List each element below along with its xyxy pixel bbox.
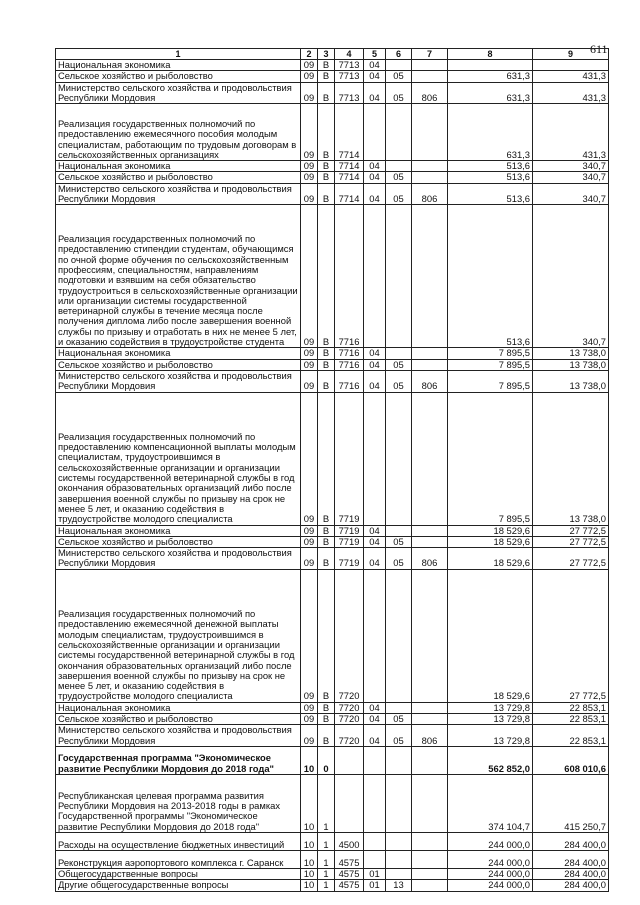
code-cell-3: В (318, 548, 335, 570)
code-cell-3: 1 (318, 880, 335, 891)
code-cell-7 (412, 850, 448, 868)
code-cell-6 (386, 161, 412, 172)
code-cell-7 (412, 205, 448, 348)
code-cell-7: 806 (412, 725, 448, 747)
code-cell-2: 09 (301, 183, 318, 205)
code-cell-7 (412, 71, 448, 82)
amount-2016-cell: 22 853,1 (533, 714, 609, 725)
code-cell-2: 09 (301, 60, 318, 71)
table-row (56, 348, 609, 359)
code-cell-2: 10 (301, 746, 318, 774)
row-name-cell: Общегосударственные вопросы (56, 868, 301, 879)
amount-2015-cell: 513,6 (448, 183, 533, 205)
code-cell-7 (412, 702, 448, 713)
code-cell-4 (335, 746, 364, 774)
amount-2015-cell: 513,6 (448, 172, 533, 183)
amount-2015-cell: 244 000,0 (448, 880, 533, 891)
code-cell-6: 05 (386, 183, 412, 205)
code-cell-6 (386, 702, 412, 713)
table-row (56, 536, 609, 547)
code-cell-7 (412, 832, 448, 850)
row-name-cell: Сельское хозяйство и рыболовство (56, 71, 301, 82)
code-cell-6: 05 (386, 536, 412, 547)
code-cell-3: В (318, 172, 335, 183)
row-name-cell: Национальная экономика (56, 702, 301, 713)
code-cell-4: 7714 (335, 183, 364, 205)
code-cell-3: 1 (318, 868, 335, 879)
code-cell-6 (386, 525, 412, 536)
code-cell-4: 7714 (335, 161, 364, 172)
code-cell-4: 7713 (335, 60, 364, 71)
code-cell-6: 05 (386, 548, 412, 570)
code-cell-2: 09 (301, 71, 318, 82)
code-cell-6 (386, 205, 412, 348)
amount-2016-cell: 27 772,5 (533, 569, 609, 702)
code-cell-5 (364, 850, 386, 868)
code-cell-3: В (318, 161, 335, 172)
row-name-cell: Республиканская целевая программа развития Республики Мордовия на 2013-2018 годы в рамках Государственной программы "Экономическое развитие Республики Мордовия до 2018 года" (56, 774, 301, 832)
code-cell-3: В (318, 569, 335, 702)
code-cell-5: 04 (364, 370, 386, 392)
code-cell-6 (386, 392, 412, 525)
code-cell-6: 05 (386, 359, 412, 370)
amount-2015-cell: 7 895,5 (448, 359, 533, 370)
column-header-8: 8 (448, 49, 533, 60)
code-cell-4: 7719 (335, 392, 364, 525)
amount-2016-cell: 431,3 (533, 82, 609, 104)
code-cell-6: 05 (386, 82, 412, 104)
row-name-cell: Реализация государственных полномочий по предоставлению компенсационной выплаты молодым специалистам, трудоустроившимся в сельскохозяйственные организации и организации системы государственной ветеринарной службы в год окончания образовательных организаций либо после завершения военной службы по призыву на срок не менее 5 лет, и оказанию содействия в трудоустройстве молодого специалиста (56, 392, 301, 525)
code-cell-7: 806 (412, 370, 448, 392)
amount-2015-cell: 7 895,5 (448, 392, 533, 525)
code-cell-2: 09 (301, 702, 318, 713)
row-name-cell: Национальная экономика (56, 525, 301, 536)
code-cell-5 (364, 205, 386, 348)
row-name-cell: Расходы на осуществление бюджетных инвестиций (56, 832, 301, 850)
code-cell-4: 7714 (335, 104, 364, 161)
column-header-7: 7 (412, 49, 448, 60)
code-cell-7 (412, 868, 448, 879)
amount-2016-cell: 415 250,7 (533, 774, 609, 832)
code-cell-5: 04 (364, 702, 386, 713)
code-cell-6: 05 (386, 71, 412, 82)
code-cell-5: 04 (364, 536, 386, 547)
amount-2016-cell: 22 853,1 (533, 702, 609, 713)
code-cell-3: 0 (318, 746, 335, 774)
code-cell-6: 05 (386, 725, 412, 747)
row-name-cell: Государственная программа "Экономическое развитие Республики Мордовия до 2018 года" (56, 746, 301, 774)
table-row (56, 172, 609, 183)
code-cell-7: 806 (412, 548, 448, 570)
row-name-cell: Реализация государственных полномочий по предоставлению ежемесячного пособия молодым специалистам, работающим по трудовым договорам в сельскохозяйственных организациях (56, 104, 301, 161)
code-cell-7 (412, 536, 448, 547)
amount-2015-cell: 631,3 (448, 82, 533, 104)
code-cell-5: 04 (364, 714, 386, 725)
amount-2015-cell: 18 529,6 (448, 548, 533, 570)
amount-2016-cell: 27 772,5 (533, 536, 609, 547)
code-cell-5: 04 (364, 60, 386, 71)
table-row (56, 832, 609, 850)
row-name-cell: Министерство сельского хозяйства и продовольствия Республики Мордовия (56, 183, 301, 205)
code-cell-3: В (318, 359, 335, 370)
amount-2015-cell: 513,6 (448, 161, 533, 172)
amount-2015-cell: 562 852,0 (448, 746, 533, 774)
amount-2015-cell: 18 529,6 (448, 536, 533, 547)
code-cell-2: 09 (301, 569, 318, 702)
code-cell-5: 01 (364, 868, 386, 879)
code-cell-7 (412, 60, 448, 71)
row-name-cell: Сельское хозяйство и рыболовство (56, 714, 301, 725)
amount-2016-cell (533, 60, 609, 71)
code-cell-3: 1 (318, 850, 335, 868)
amount-2015-cell: 18 529,6 (448, 525, 533, 536)
code-cell-5: 04 (364, 359, 386, 370)
code-cell-6 (386, 104, 412, 161)
code-cell-5: 04 (364, 71, 386, 82)
code-cell-7 (412, 348, 448, 359)
column-header-4: 4 (335, 49, 364, 60)
table-row (56, 183, 609, 205)
code-cell-4: 7716 (335, 205, 364, 348)
code-cell-3: В (318, 725, 335, 747)
code-cell-2: 10 (301, 850, 318, 868)
amount-2015-cell: 7 895,5 (448, 370, 533, 392)
code-cell-4: 7720 (335, 714, 364, 725)
code-cell-7 (412, 172, 448, 183)
code-cell-4: 7719 (335, 548, 364, 570)
table-row (56, 714, 609, 725)
budget-table (55, 48, 609, 892)
amount-2015-cell: 244 000,0 (448, 832, 533, 850)
table-body (56, 60, 609, 892)
code-cell-7 (412, 774, 448, 832)
table-row (56, 71, 609, 82)
row-name-cell: Министерство сельского хозяйства и продовольствия Республики Мордовия (56, 370, 301, 392)
page-number: 611 (590, 42, 608, 56)
code-cell-2: 09 (301, 392, 318, 525)
code-cell-3: В (318, 82, 335, 104)
code-cell-4: 4575 (335, 880, 364, 891)
code-cell-6 (386, 746, 412, 774)
row-name-cell: Реализация государственных полномочий по предоставлению ежемесячной денежной выплаты молодым специалистам, трудоустроившимся в сельскохозяйственные организации и организации системы государственной ветеринарной службы в год окончания образовательных организаций либо после завершения военной службы по призыву на срок не менее 5 лет, и оказанию содействия в трудоустройстве молодого специалиста (56, 569, 301, 702)
code-cell-4: 4500 (335, 832, 364, 850)
code-cell-7 (412, 392, 448, 525)
amount-2015-cell: 18 529,6 (448, 569, 533, 702)
code-cell-7 (412, 880, 448, 891)
code-cell-2: 09 (301, 172, 318, 183)
row-name-cell: Национальная экономика (56, 348, 301, 359)
row-name-cell: Реконструкция аэропортового комплекса г. Саранск (56, 850, 301, 868)
row-name-cell: Национальная экономика (56, 60, 301, 71)
amount-2015-cell: 631,3 (448, 71, 533, 82)
code-cell-3: В (318, 104, 335, 161)
code-cell-4: 7719 (335, 536, 364, 547)
amount-2015-cell (448, 60, 533, 71)
amount-2015-cell: 631,3 (448, 104, 533, 161)
row-name-cell: Национальная экономика (56, 161, 301, 172)
amount-2016-cell: 340,7 (533, 172, 609, 183)
code-cell-2: 09 (301, 359, 318, 370)
amount-2015-cell: 513,6 (448, 205, 533, 348)
code-cell-6 (386, 850, 412, 868)
code-cell-4: 7713 (335, 71, 364, 82)
code-cell-6: 05 (386, 172, 412, 183)
row-name-cell: Сельское хозяйство и рыболовство (56, 536, 301, 547)
code-cell-3: В (318, 525, 335, 536)
table-row (56, 359, 609, 370)
amount-2015-cell: 374 104,7 (448, 774, 533, 832)
code-cell-6 (386, 832, 412, 850)
code-cell-7: 806 (412, 82, 448, 104)
column-header-5: 5 (364, 49, 386, 60)
amount-2016-cell: 340,7 (533, 183, 609, 205)
table-row (56, 746, 609, 774)
table-row (56, 525, 609, 536)
amount-2016-cell: 284 400,0 (533, 880, 609, 891)
code-cell-5 (364, 569, 386, 702)
amount-2016-cell: 284 400,0 (533, 850, 609, 868)
table-row (56, 82, 609, 104)
code-cell-6: 05 (386, 714, 412, 725)
code-cell-5: 04 (364, 161, 386, 172)
code-cell-6 (386, 569, 412, 702)
amount-2016-cell: 284 400,0 (533, 868, 609, 879)
code-cell-2: 10 (301, 880, 318, 891)
table-row (56, 205, 609, 348)
code-cell-5: 04 (364, 725, 386, 747)
code-cell-4: 7714 (335, 172, 364, 183)
code-cell-2: 10 (301, 774, 318, 832)
row-name-cell: Министерство сельского хозяйства и продовольствия Республики Мордовия (56, 548, 301, 570)
code-cell-6: 05 (386, 370, 412, 392)
column-header-6: 6 (386, 49, 412, 60)
code-cell-2: 09 (301, 536, 318, 547)
row-name-cell: Министерство сельского хозяйства и продовольствия Республики Мордовия (56, 725, 301, 747)
amount-2015-cell: 244 000,0 (448, 850, 533, 868)
table-row (56, 104, 609, 161)
table-row (56, 774, 609, 832)
code-cell-5 (364, 104, 386, 161)
table-row (56, 392, 609, 525)
code-cell-2: 09 (301, 82, 318, 104)
table-row (56, 60, 609, 71)
code-cell-3: В (318, 205, 335, 348)
code-cell-2: 09 (301, 104, 318, 161)
column-header-9: 9 (533, 49, 609, 60)
code-cell-6 (386, 774, 412, 832)
code-cell-7 (412, 359, 448, 370)
code-cell-6 (386, 60, 412, 71)
code-cell-2: 10 (301, 832, 318, 850)
code-cell-5 (364, 746, 386, 774)
code-cell-6 (386, 868, 412, 879)
code-cell-3: 1 (318, 774, 335, 832)
amount-2015-cell: 13 729,8 (448, 714, 533, 725)
code-cell-3: В (318, 60, 335, 71)
amount-2016-cell: 431,3 (533, 104, 609, 161)
code-cell-3: В (318, 71, 335, 82)
code-cell-5: 04 (364, 183, 386, 205)
table-row (56, 725, 609, 747)
table-row (56, 548, 609, 570)
row-name-cell: Сельское хозяйство и рыболовство (56, 359, 301, 370)
code-cell-2: 09 (301, 348, 318, 359)
code-cell-2: 09 (301, 205, 318, 348)
amount-2015-cell: 13 729,8 (448, 702, 533, 713)
code-cell-5: 01 (364, 880, 386, 891)
amount-2016-cell: 13 738,0 (533, 348, 609, 359)
amount-2016-cell: 340,7 (533, 161, 609, 172)
code-cell-3: В (318, 183, 335, 205)
code-cell-7 (412, 161, 448, 172)
code-cell-7 (412, 569, 448, 702)
code-cell-2: 09 (301, 525, 318, 536)
amount-2016-cell: 27 772,5 (533, 525, 609, 536)
code-cell-3: В (318, 348, 335, 359)
code-cell-7 (412, 714, 448, 725)
code-cell-7 (412, 525, 448, 536)
amount-2016-cell: 340,7 (533, 205, 609, 348)
amount-2016-cell: 13 738,0 (533, 392, 609, 525)
table-row (56, 161, 609, 172)
code-cell-5: 04 (364, 548, 386, 570)
code-cell-4: 7713 (335, 82, 364, 104)
column-header-1: 1 (56, 49, 301, 60)
code-cell-3: В (318, 536, 335, 547)
code-cell-5: 04 (364, 172, 386, 183)
code-cell-4: 7720 (335, 725, 364, 747)
code-cell-4: 7716 (335, 359, 364, 370)
code-cell-7 (412, 104, 448, 161)
code-cell-6 (386, 348, 412, 359)
row-name-cell: Другие общегосударственные вопросы (56, 880, 301, 891)
table-row (56, 880, 609, 891)
code-cell-4: 7716 (335, 370, 364, 392)
code-cell-7: 806 (412, 183, 448, 205)
code-cell-3: 1 (318, 832, 335, 850)
code-cell-5: 04 (364, 525, 386, 536)
amount-2016-cell: 608 010,6 (533, 746, 609, 774)
code-cell-2: 09 (301, 370, 318, 392)
code-cell-5 (364, 774, 386, 832)
code-cell-3: В (318, 714, 335, 725)
table-row (56, 702, 609, 713)
code-cell-4: 7719 (335, 525, 364, 536)
amount-2016-cell: 13 738,0 (533, 370, 609, 392)
code-cell-2: 09 (301, 548, 318, 570)
amount-2016-cell: 27 772,5 (533, 548, 609, 570)
row-name-cell: Реализация государственных полномочий по предоставлению стипендии студентам, обучающимся по очной форме обучения по сельскохозяйственным профессиям, специальностям, направлениям подготовки и взявшим на себя обязательство трудоустроиться в сельскохозяйственные организации или организации системы государственной ветеринарной службы в течение месяца после получения диплома либо после завершения военной службы по призыву и отработать в них не менее 5 лет, и оказанию содействия в трудоустройстве студента (56, 205, 301, 348)
code-cell-5 (364, 392, 386, 525)
code-cell-4 (335, 774, 364, 832)
amount-2015-cell: 244 000,0 (448, 868, 533, 879)
amount-2015-cell: 13 729,8 (448, 725, 533, 747)
amount-2016-cell: 284 400,0 (533, 832, 609, 850)
code-cell-2: 09 (301, 725, 318, 747)
row-name-cell: Сельское хозяйство и рыболовство (56, 172, 301, 183)
amount-2016-cell: 431,3 (533, 71, 609, 82)
amount-2016-cell: 22 853,1 (533, 725, 609, 747)
code-cell-3: В (318, 370, 335, 392)
table-header-row (56, 49, 609, 60)
table-row (56, 370, 609, 392)
code-cell-3: В (318, 702, 335, 713)
code-cell-7 (412, 746, 448, 774)
code-cell-2: 09 (301, 714, 318, 725)
code-cell-5: 04 (364, 82, 386, 104)
column-header-2: 2 (301, 49, 318, 60)
code-cell-4: 4575 (335, 868, 364, 879)
table-row (56, 850, 609, 868)
code-cell-2: 09 (301, 161, 318, 172)
code-cell-4: 7720 (335, 702, 364, 713)
code-cell-3: В (318, 392, 335, 525)
code-cell-5: 04 (364, 348, 386, 359)
amount-2016-cell: 13 738,0 (533, 359, 609, 370)
row-name-cell: Министерство сельского хозяйства и продовольствия Республики Мордовия (56, 82, 301, 104)
code-cell-4: 7716 (335, 348, 364, 359)
table-row (56, 868, 609, 879)
code-cell-6: 13 (386, 880, 412, 891)
code-cell-5 (364, 832, 386, 850)
table-row (56, 569, 609, 702)
code-cell-4: 4575 (335, 850, 364, 868)
code-cell-2: 10 (301, 868, 318, 879)
code-cell-4: 7720 (335, 569, 364, 702)
column-header-3: 3 (318, 49, 335, 60)
amount-2015-cell: 7 895,5 (448, 348, 533, 359)
